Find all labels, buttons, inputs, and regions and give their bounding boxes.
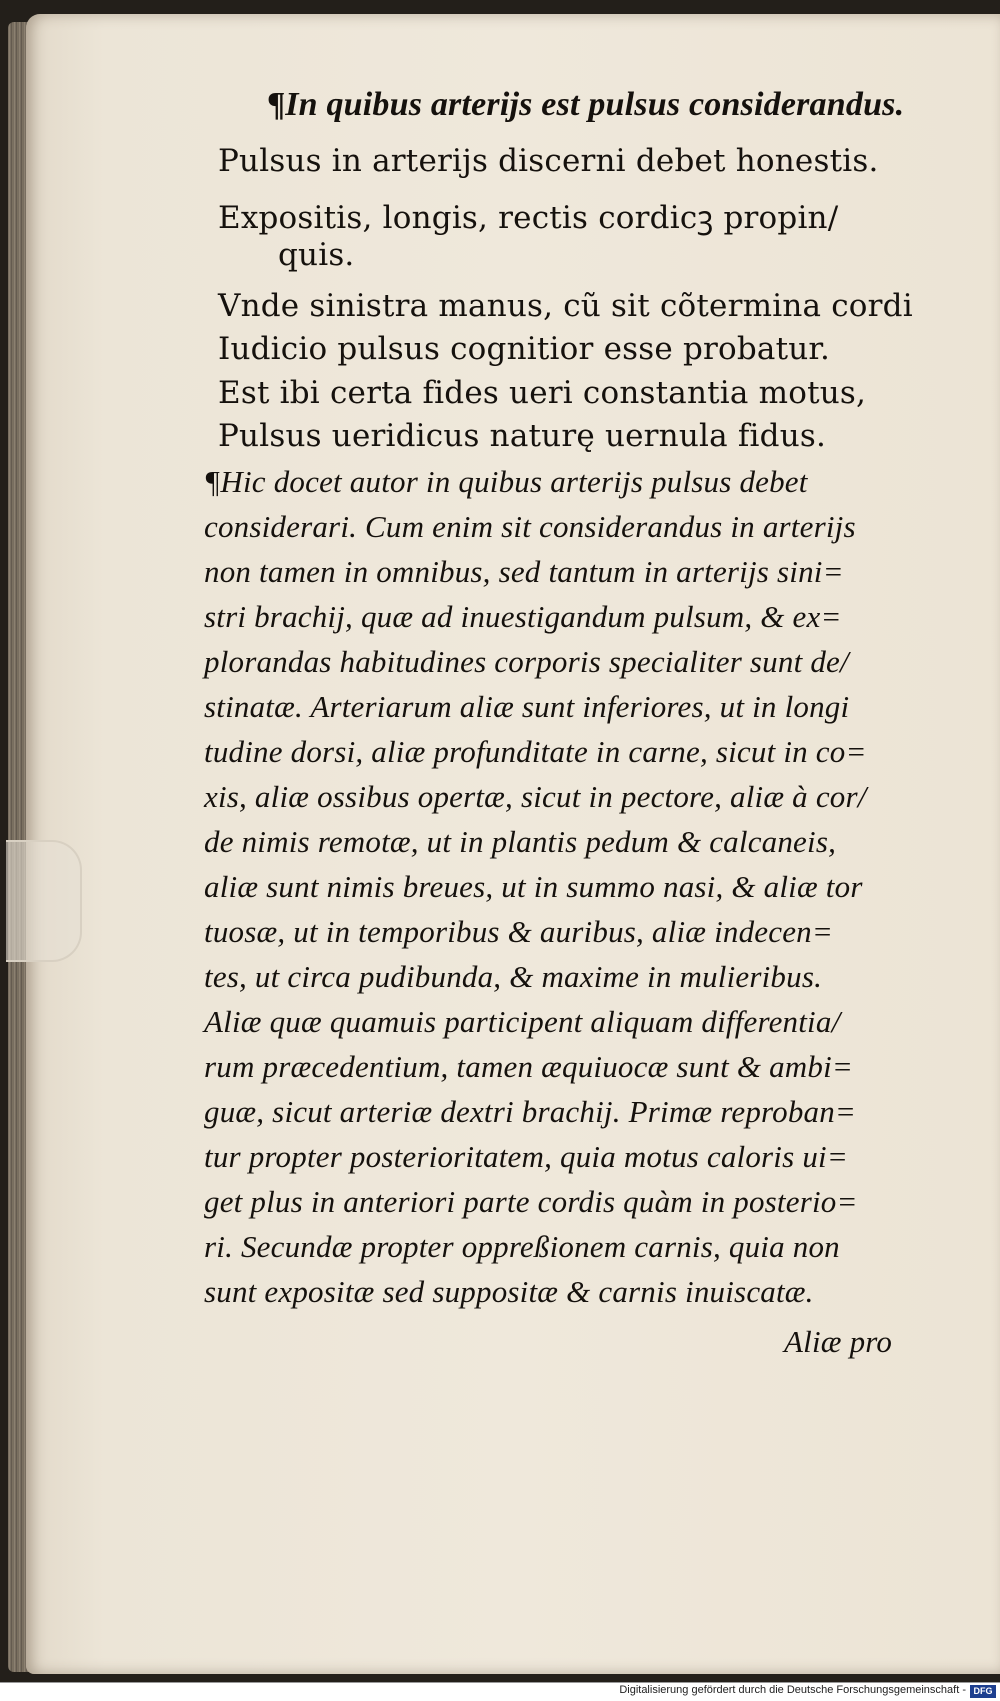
commentary-line: ¶Hic docet autor in quibus arterijs pulsus debet	[204, 464, 808, 499]
commentary-line: plorandas habitudines corporis specialiter sunt de/	[204, 644, 849, 679]
verse-line: quis.	[278, 237, 355, 273]
digitization-footer	[0, 1682, 1000, 1701]
dfg-logo: DFG	[970, 1685, 996, 1698]
commentary-line: xis, aliæ ossibus opertæ, sicut in pectore, aliæ à cor/	[204, 779, 867, 814]
commentary-line: guæ, sicut arteriæ dextri brachij. Primæ reproban=	[204, 1094, 857, 1129]
commentary-line: ri. Secundæ propter oppreßionem carnis, quia non	[204, 1229, 840, 1264]
commentary-line: tuosæ, ut in temporibus & auribus, aliæ indecen=	[204, 914, 833, 949]
footer-credit-text: Digitalisierung gefördert durch die Deutsche Forschungsgemeinschaft -	[619, 1684, 966, 1696]
verse-line: Pulsus in arterijs discerni debet honestis.	[218, 143, 879, 179]
commentary-line: stri brachij, quæ ad inuestigandum pulsum, & ex=	[204, 599, 842, 634]
verse-line: Expositis, longis, rectis cordicꝫ propin/	[218, 200, 839, 236]
catchword: Aliæ pro	[784, 1324, 893, 1359]
page-clip	[6, 840, 82, 962]
commentary-line: get plus in anteriori parte cordis quàm in posterio=	[204, 1184, 858, 1219]
verse-line: Iudicio pulsus cognitior esse probatur.	[218, 331, 831, 367]
commentary-line: tudine dorsi, aliæ profunditate in carne, sicut in co=	[204, 734, 867, 769]
commentary-line: non tamen in omnibus, sed tantum in arterijs sini=	[204, 554, 844, 589]
commentary-line: Aliæ quæ quamuis participent aliquam differentia/	[204, 1004, 841, 1039]
commentary-line: de nimis remotæ, ut in plantis pedum & calcaneis,	[204, 824, 837, 859]
commentary-line: tur propter posterioritatem, quia motus caloris ui=	[204, 1139, 848, 1174]
verse-line: Est ibi certa fides ueri constantia motus,	[218, 375, 867, 411]
commentary-line: stinatæ. Arteriarum aliæ sunt inferiores, ut in longi	[204, 689, 850, 724]
verse-line: Vnde sinistra manus, cũ sit cõtermina cordi	[218, 288, 913, 324]
commentary-line: aliæ sunt nimis breues, ut in summo nasi, & aliæ tor	[204, 869, 863, 904]
commentary-line: considerari. Cum enim sit considerandus in arterijs	[204, 509, 856, 544]
commentary-line: tes, ut circa pudibunda, & maxime in mulieribus.	[204, 959, 823, 994]
commentary-line: sunt expositæ sed suppositæ & carnis inuiscatæ.	[204, 1274, 814, 1309]
verse-line: Pulsus ueridicus naturę uernula fidus.	[218, 418, 827, 454]
commentary-line: rum præcedentium, tamen æquiuocæ sunt & ambi=	[204, 1049, 854, 1084]
section-heading: ¶In quibus arterijs est pulsus considerandus.	[268, 86, 905, 123]
